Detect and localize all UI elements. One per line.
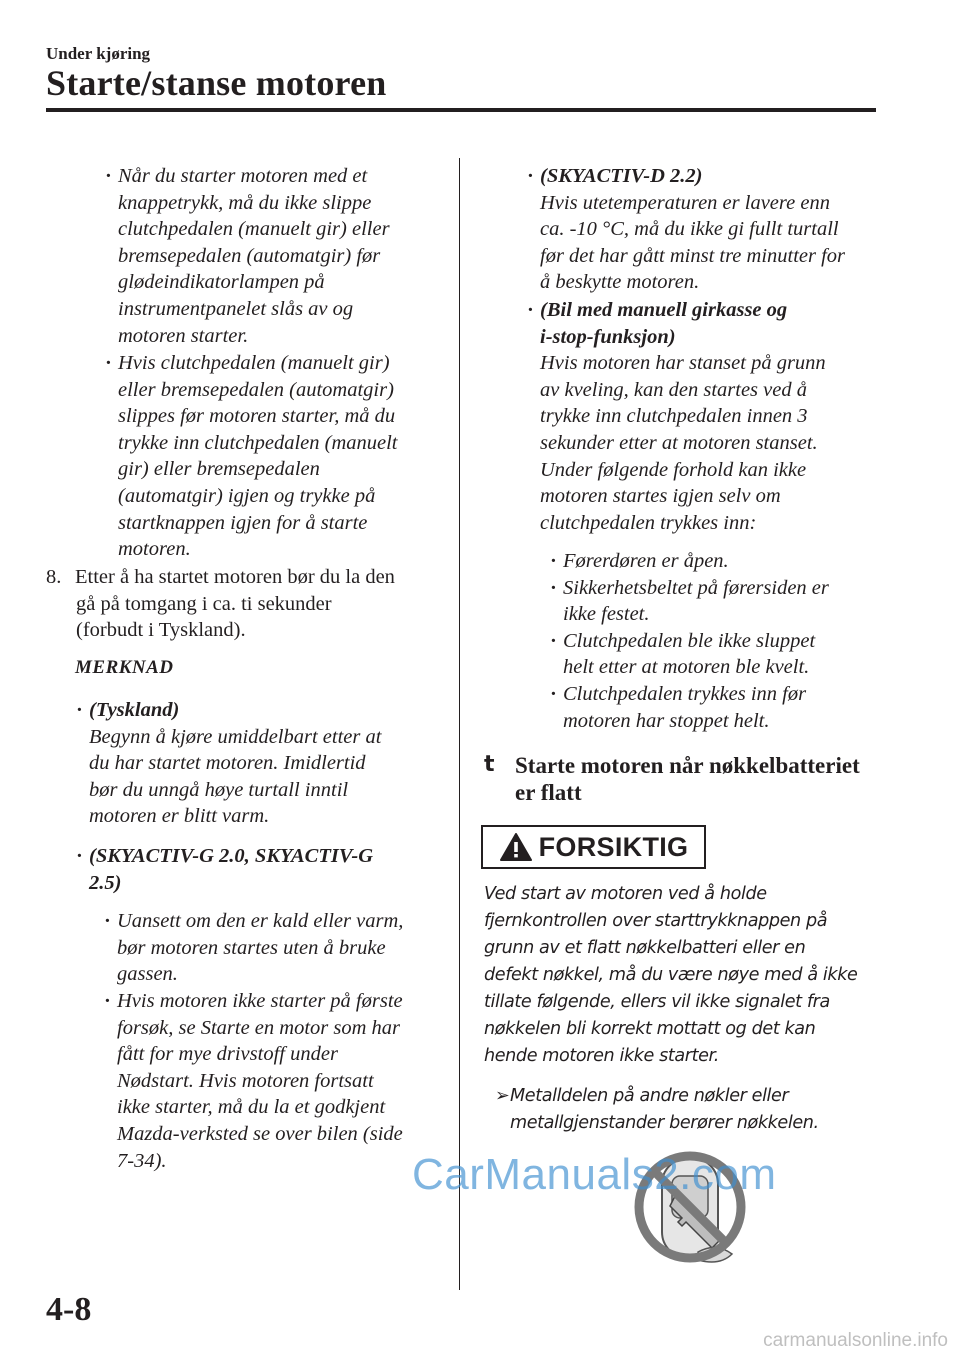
- text-line: · Når du starter motoren med et: [118, 165, 368, 187]
- text-line: du har startet motoren. Imidlertid: [89, 752, 366, 775]
- note-item-title: · (SKYACTIV-G 2.0, SKYACTIV-G: [89, 843, 373, 870]
- text-line: knappetrykk, må du ikke slippe: [118, 191, 372, 214]
- text-line: bremsepedalen (automatgir) før: [118, 244, 381, 267]
- text-line: · Uansett om den er kald eller varm,: [117, 908, 403, 935]
- text-line: motoren starter.: [118, 324, 249, 347]
- text-line: å beskytte motoren.: [540, 271, 700, 294]
- list-item: · Clutchpedalen ble ikke sluppet: [563, 628, 829, 655]
- text-line: før det har gått minst tre minutter for: [540, 244, 846, 267]
- text-line: gir) eller bremsepedalen: [118, 458, 320, 481]
- watermark-text: CarManuals2.com: [412, 1150, 777, 1199]
- page-number: 4-8: [46, 1291, 92, 1328]
- heading-line: er flatt: [515, 780, 582, 805]
- note-item-2: [89, 843, 373, 896]
- note-item-title: · (SKYACTIV-D 2.2): [540, 163, 845, 190]
- note-item-title: · (Bil med manuell girkasse og: [540, 297, 826, 324]
- section-heading: [515, 752, 860, 806]
- text-line: instrumentpanelet slås av og: [118, 297, 354, 320]
- arrow-icon: ➢: [495, 1086, 510, 1106]
- text-line: Etter å ha startet motoren bør du la den: [75, 566, 395, 588]
- section-marker-icon: t: [484, 752, 495, 777]
- note-sub-bullet-2: [117, 988, 403, 1174]
- warning-triangle-icon: [499, 832, 533, 862]
- text-line: ikke festet.: [563, 603, 650, 626]
- text-line: gå på tomgang i ca. ti sekunder: [76, 592, 332, 615]
- right-note-1: [540, 163, 845, 296]
- header-rule: [46, 108, 876, 112]
- text-line: fått for mye drivstoff under: [117, 1043, 338, 1066]
- caution-label: FORSIKTIG: [538, 831, 689, 862]
- site-watermark: carmanualsonline.info: [763, 1330, 948, 1351]
- text-line: av kveling, kan den startes ved å: [540, 378, 807, 401]
- text-line: slippes før motoren starter, må du: [118, 405, 396, 428]
- right-note-2: [540, 297, 826, 536]
- condition-list: [563, 548, 829, 734]
- text-line: grunn av et flatt nøkkelbatteri eller en: [484, 938, 806, 958]
- text-line: bør motoren startes uten å bruke: [117, 936, 386, 959]
- text-line: Ved start av motoren ved å holde: [484, 884, 767, 904]
- item-8-text: [75, 564, 395, 644]
- list-item: · Førerdøren er åpen.: [563, 548, 829, 575]
- note-item-title: · (Tyskland): [89, 697, 381, 724]
- text-line: motoren har stoppet helt.: [563, 709, 770, 732]
- text-line: sekunder etter at motoren stanset.: [540, 431, 818, 454]
- text-line: Mazda-verksted se over bilen (side: [117, 1122, 403, 1145]
- text-line: ca. -10 °C, må du ikke gi fullt turtall: [540, 218, 839, 241]
- text-line: Metalldelen på andre nøkler eller: [510, 1086, 789, 1106]
- text-line: forsøk, se Starte en motor som har: [117, 1016, 401, 1039]
- note-heading: MERKNAD: [75, 657, 174, 678]
- list-item: · Clutchpedalen trykkes inn før: [563, 681, 829, 708]
- text-line: clutchpedalen trykkes inn:: [540, 511, 757, 534]
- note-item-title: 2.5): [89, 871, 122, 894]
- text-line: trykke inn clutchpedalen innen 3: [540, 405, 808, 428]
- text-line: fjernkontrollen over starttrykknappen på: [484, 911, 828, 931]
- page-title: Starte/stanse motoren: [46, 63, 387, 103]
- text-line: bør du unngå høye turtall inntil: [89, 778, 349, 801]
- text-line: Hvis motoren har stanset på grunn: [540, 352, 826, 375]
- caution-box: [481, 825, 706, 869]
- text-line: motoren er blitt varm.: [89, 805, 270, 828]
- note-item-title: i-stop-funksjon): [540, 325, 676, 348]
- text-line: 7-34).: [117, 1149, 167, 1172]
- text-line: Begynn å kjøre umiddelbart etter at: [89, 725, 382, 748]
- text-line: Under følgende forhold kan ikke: [540, 458, 807, 481]
- text-line: trykke inn clutchpedalen (manuelt: [118, 431, 398, 454]
- text-line: startknappen igjen for å starte: [118, 511, 368, 534]
- text-line: Nødstart. Hvis motoren fortsatt: [117, 1069, 374, 1092]
- caution-text: [484, 881, 857, 1070]
- text-line: eller bremsepedalen (automatgir): [118, 378, 394, 401]
- text-line: ikke starter, må du la et godkjent: [117, 1096, 386, 1119]
- text-line: Hvis utetemperaturen er lavere enn: [540, 191, 830, 214]
- list-item: · Sikkerhetsbeltet på førersiden er: [563, 575, 829, 602]
- text-line: nøkkelen bli korrekt mottatt og det kan: [484, 1019, 816, 1039]
- item-8-number: 8.: [46, 566, 62, 588]
- column-divider: [459, 158, 460, 1290]
- text-line: motoren.: [118, 538, 191, 561]
- text-line: helt etter at motoren ble kvelt.: [563, 656, 810, 679]
- caution-arrow-item: [495, 1083, 819, 1137]
- text-line: · Hvis motoren ikke starter på første: [117, 988, 403, 1015]
- text-line: clutchpedalen (manuelt gir) eller: [118, 218, 390, 241]
- text-line: · Hvis clutchpedalen (manuelt gir): [118, 352, 390, 374]
- text-line: hende motoren ikke starter.: [484, 1046, 719, 1066]
- left-bullet-1: [118, 163, 390, 349]
- text-line: (automatgir) igjen og trykke på: [118, 484, 376, 507]
- text-line: metallgjenstander berører nøkkelen.: [510, 1113, 819, 1133]
- section-label: Under kjøring: [46, 44, 151, 63]
- text-line: tillate følgende, ellers vil ikke signalet fra: [484, 992, 830, 1012]
- text-line: defekt nøkkel, må du være nøye med å ikke: [484, 965, 858, 985]
- note-sub-bullet-1: [117, 908, 403, 988]
- note-item-1: [89, 697, 381, 830]
- left-bullet-2: [118, 350, 398, 563]
- text-line: motoren startes igjen selv om: [540, 485, 781, 508]
- text-line: glødeindikatorlampen på: [118, 271, 325, 294]
- heading-line: Starte motoren når nøkkelbatteriet: [515, 753, 860, 778]
- text-line: (forbudt i Tyskland).: [76, 619, 246, 642]
- text-line: gassen.: [117, 963, 178, 986]
